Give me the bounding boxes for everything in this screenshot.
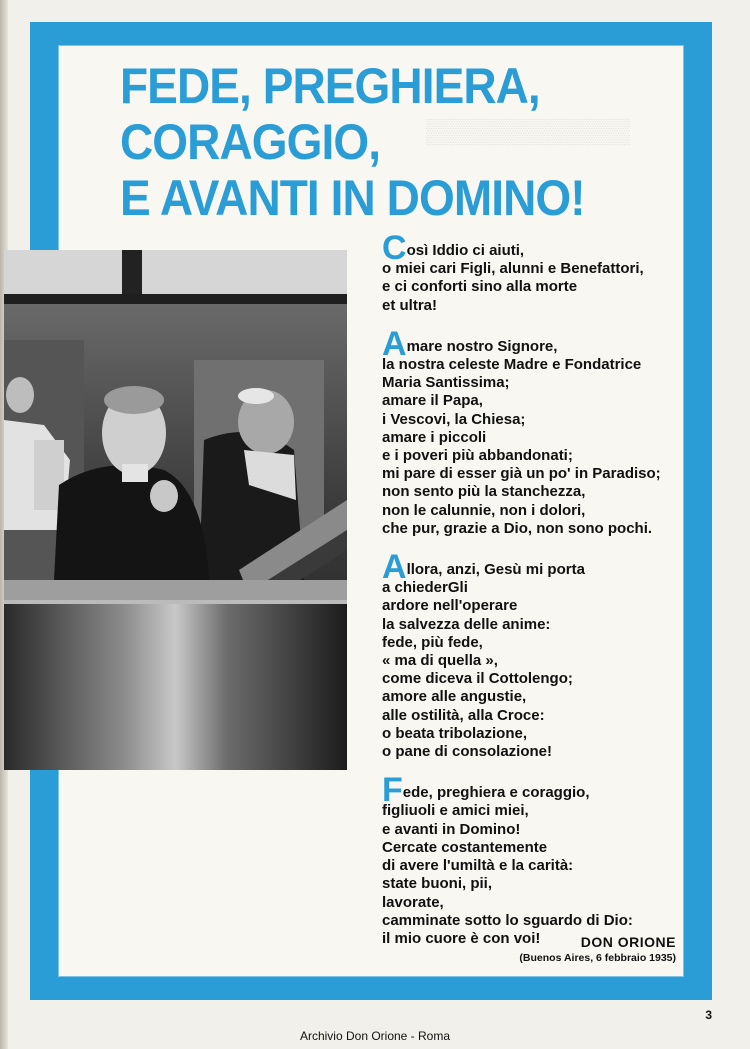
poem-line: i Vescovi, la Chiesa; — [382, 410, 526, 428]
author-name: DON ORIONE — [580, 934, 676, 950]
stanza-2 — [382, 324, 682, 538]
poem-line: non le calunnie, non i dolori, — [382, 501, 586, 519]
poem-line: « ma di quella », — [382, 652, 498, 670]
place-date: (Buenos Aires, 6 febbraio 1935) — [519, 952, 676, 964]
poem-line: Maria Santissima; — [382, 374, 510, 392]
poem-line: il mio cuore è con voi! — [382, 929, 541, 947]
poem-line: ardore nell'operare — [382, 597, 518, 615]
poem-line: state buoni, pii, — [382, 875, 493, 893]
poem-line: amore alle angustie, — [382, 688, 527, 706]
poem-line: come diceva il Cottolengo; — [382, 670, 573, 688]
poem-line: Così Iddio ci aiuti, — [382, 229, 525, 267]
poem-line: o miei cari Figli, alunni e Benefattori, — [382, 260, 644, 278]
poem-line: amare il Papa, — [382, 392, 483, 410]
poem-line: alle ostilità, alla Croce: — [382, 706, 545, 724]
poem-line: non sento più la stanchezza, — [382, 483, 586, 501]
poem-line: figliuoli e amici miei, — [382, 802, 529, 820]
poem-line: a chiederGli — [382, 579, 468, 597]
poem-line: camminate sotto lo sguardo di Dio: — [382, 911, 633, 929]
poem-line: Cercate costantemente — [382, 838, 548, 856]
stanza-3 — [382, 548, 682, 761]
poem-line: amare i piccoli — [382, 428, 487, 446]
drop-cap: C — [382, 229, 407, 267]
poem-line: Fede, preghiera e coraggio, — [382, 771, 590, 810]
photo-don-orione-pulpit — [4, 250, 347, 770]
poem-line: e i poveri più abbandonati; — [382, 447, 573, 465]
page-number: 3 — [705, 1008, 712, 1022]
title-line-1: FEDE, PREGHIERA, — [120, 58, 540, 114]
poem — [382, 229, 682, 965]
poem-line: e avanti in Domino! — [382, 820, 521, 838]
title-line-2: CORAGGIO, — [120, 114, 381, 170]
stanza-4 — [382, 771, 682, 948]
poem-line: di avere l'umiltà e la carità: — [382, 857, 574, 875]
poem-line: fede, più fede, — [382, 633, 483, 651]
page-title — [120, 58, 635, 226]
poem-line: lavorate, — [382, 893, 444, 911]
poem-line: che pur, grazie a Dio, non sono pochi. — [382, 519, 653, 537]
stanza-1 — [382, 229, 682, 315]
poem-line: Amare nostro Signore, — [382, 324, 558, 363]
poem-line: o pane di consolazione! — [382, 743, 553, 761]
bleed-through-shadow: ▒▒▒▒▒▒▒▒▒▒▒▒ — [425, 118, 630, 145]
poem-line: o beata tribolazione, — [382, 724, 528, 742]
poem-line: mi pare di esser già un po' in Paradiso; — [382, 465, 661, 483]
drop-cap: A — [382, 324, 407, 363]
archive-footer: Archivio Don Orione - Roma — [299, 1029, 451, 1043]
poem-line: e ci conforti sino alla morte — [382, 278, 578, 296]
poem-line: la salvezza delle anime: — [382, 615, 551, 633]
drop-cap: F — [382, 771, 403, 810]
poem-line: Allora, anzi, Gesù mi porta — [382, 548, 585, 587]
poem-line: et ultra! — [382, 296, 438, 314]
poem-line: la nostra celeste Madre e Fondatrice — [382, 356, 642, 374]
drop-cap: A — [382, 548, 407, 587]
title-line-3: E AVANTI IN DOMINO! — [120, 170, 585, 226]
signature — [519, 934, 676, 964]
